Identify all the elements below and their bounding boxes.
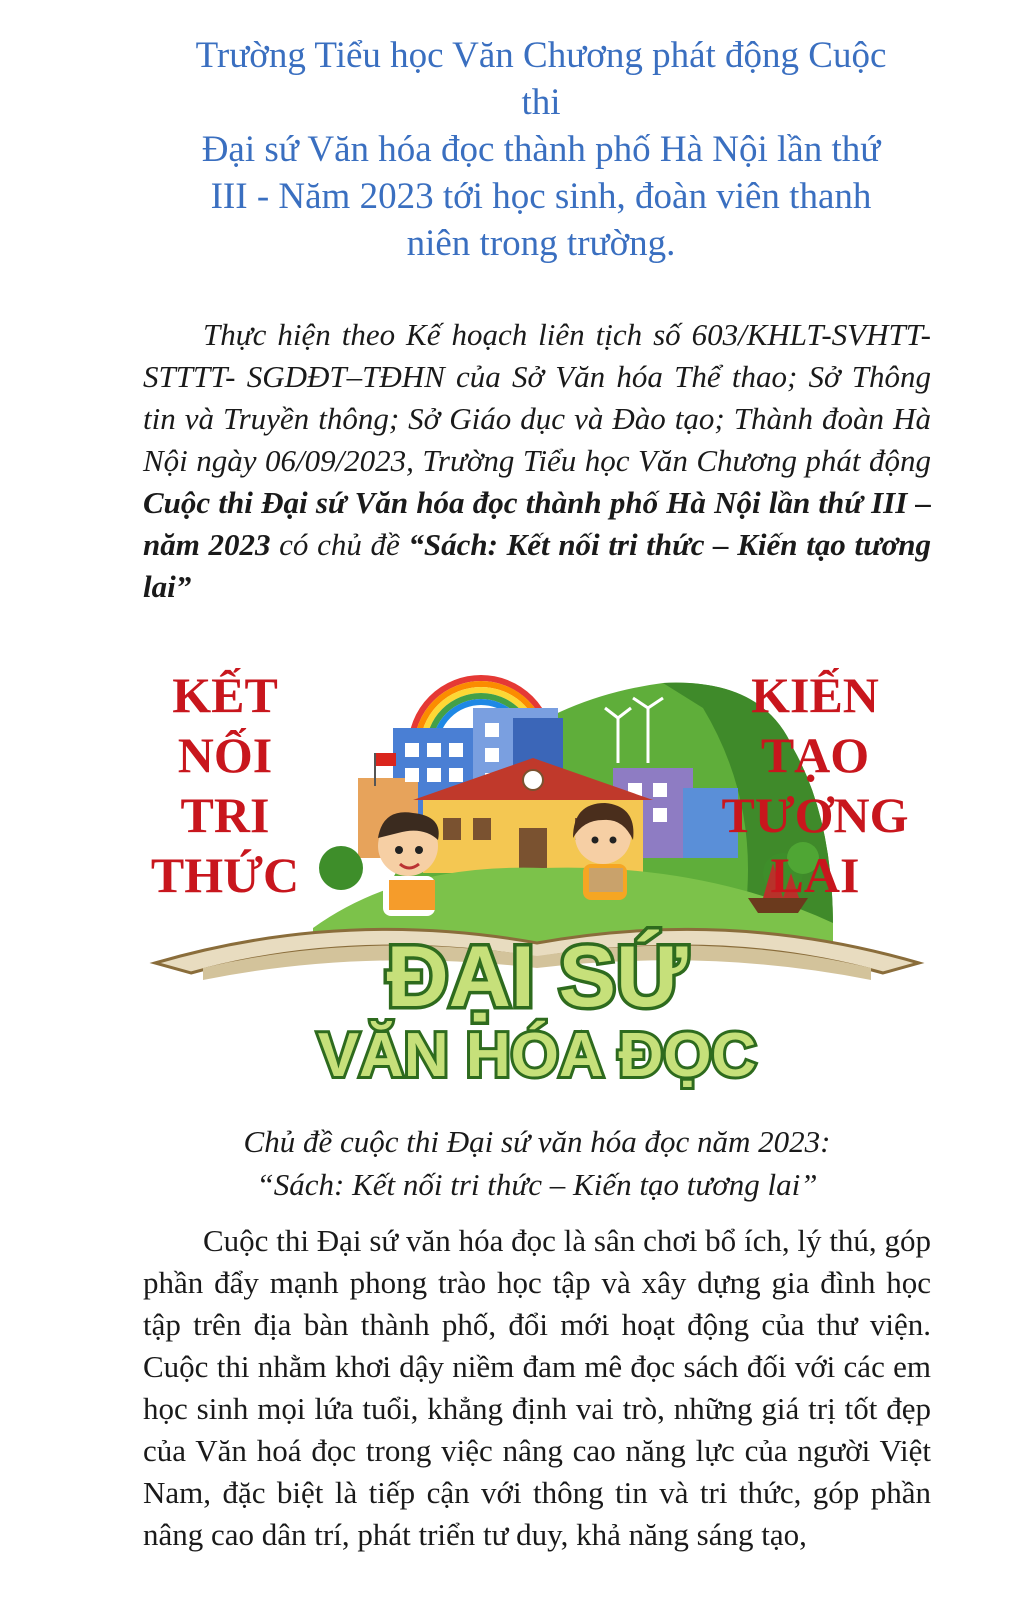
- contest-banner-image: [143, 668, 931, 1108]
- title-line-2: thi: [521, 82, 561, 123]
- banner-caption: [143, 1120, 931, 1206]
- article-title: [150, 32, 932, 267]
- intro-middle: có chủ đề: [270, 527, 409, 562]
- title-line-5: niên trong trường.: [406, 223, 676, 264]
- title-line-1: Trường Tiểu học Văn Chương phát động Cuộc: [195, 35, 887, 76]
- banner-right-word-2: TẠO: [760, 727, 870, 783]
- intro-paragraph: [143, 314, 931, 608]
- banner-right-word-4: LAI: [770, 847, 860, 903]
- title-line-4: III - Năm 2023 tới học sinh, đoàn viên thanh: [210, 176, 872, 217]
- banner-left-word-2: NỐI: [177, 727, 273, 783]
- banner-left-word-3: TRI: [180, 787, 270, 843]
- caption-line-2: “Sách: Kết nối tri thức – Kiến tạo tương lai”: [256, 1167, 818, 1202]
- intro-lead: Thực hiện theo Kế hoạch liên tịch số 603/KHLT-SVHTT-STTTT- SGDĐT–TĐHN của Sở Văn hóa Thể thao; Sở Thông tin và Truyền thông; Sở Giáo dục và Đào tạo; Thành đoàn Hà Nội ngày 06/09/2023, Trường Tiểu học Văn Chương phát động: [143, 317, 931, 478]
- banner-left-word-4: THỨC: [150, 847, 300, 903]
- banner-right-word-1: KIẾN: [751, 668, 879, 723]
- intro-contest-name: Cuộc thi Đại sứ Văn hóa đọc thành phố Hà Nội lần thứ III – năm 2023: [143, 485, 931, 562]
- intro-theme: “Sách: Kết nối tri thức – Kiến tạo tương lai”: [143, 527, 932, 604]
- banner-left-word-1: KẾT: [172, 668, 278, 723]
- banner-ambassador-line-2: VĂN HÓA ĐỌC: [317, 1021, 757, 1090]
- banner-right-word-3: TƯƠNG: [721, 787, 909, 843]
- banner-illustration: [143, 668, 931, 1108]
- title-line-3: Đại sứ Văn hóa đọc thành phố Hà Nội lần thứ: [201, 129, 881, 170]
- body-paragraph: Cuộc thi Đại sứ văn hóa đọc là sân chơi bổ ích, lý thú, góp phần đẩy mạnh phong trào học tập và xây dựng gia đình học tập trên địa bàn thành phố, đổi mới hoạt động của thư viện. Cuộc thi nhằm khơi dậy niềm đam mê đọc sách đối với các em học sinh mọi lứa tuổi, khẳng định vai trò, những giá trị tốt đẹp của Văn hoá đọc trong việc nâng cao năng lực của người Việt Nam, đặc biệt là tiếp cận với thông tin và tri thức, góp phần nâng cao dân trí, phát triển tư duy, khả năng sáng tạo,: [143, 1223, 931, 1552]
- banner-ambassador-line-1: ĐẠI SỨ: [386, 929, 688, 1025]
- boy-reading-icon: [378, 812, 439, 916]
- caption-line-1: Chủ đề cuộc thi Đại sứ văn hóa đọc năm 2023:: [243, 1124, 831, 1159]
